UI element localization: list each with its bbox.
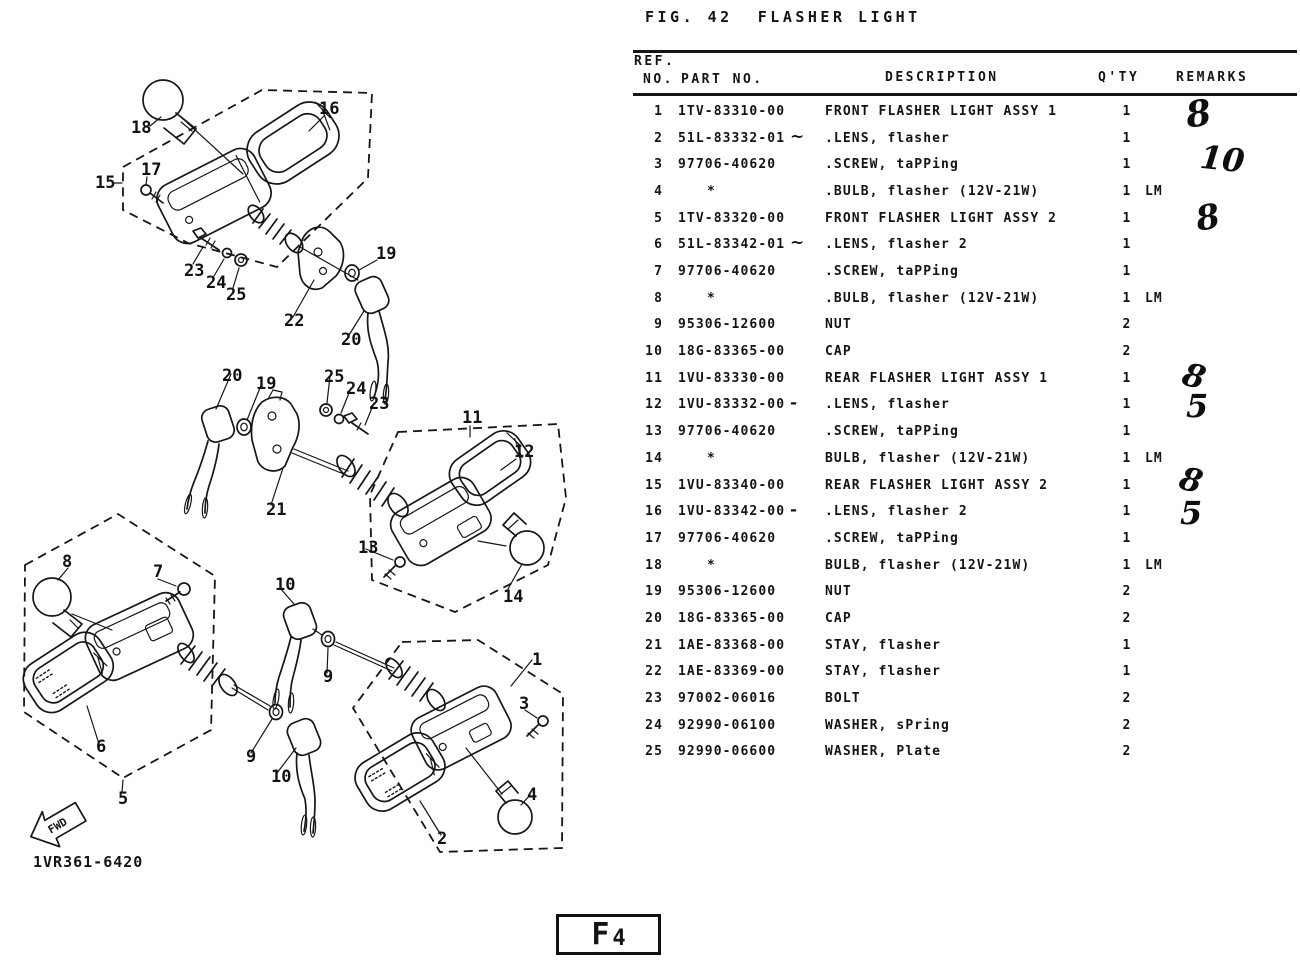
cell-ref-no: 3 [654, 157, 663, 173]
callout-6: 6 [96, 737, 107, 757]
cell-description: CAP [825, 344, 852, 360]
callout-24: 24 [206, 273, 227, 293]
header-ref-line2: NO. [643, 72, 674, 87]
callout-18: 18 [131, 118, 152, 138]
callout-layer [62, 99, 542, 849]
table-row [633, 691, 1297, 718]
cell-description: FRONT FLASHER LIGHT ASSY 2 [825, 210, 1058, 226]
cell-part-mark: ~ [790, 233, 806, 254]
table-row [633, 611, 1297, 638]
cell-description: STAY, flasher [825, 637, 942, 653]
cell-qty: 2 [1122, 610, 1132, 626]
cell-ref-no: 17 [645, 530, 663, 546]
cell-remarks: LM [1145, 290, 1163, 306]
callout-19: 19 [256, 374, 277, 394]
stay-21 [251, 397, 299, 471]
cell-part-no: 95306-12600 [678, 584, 777, 600]
cell-description: .SCREW, taPPing [825, 424, 959, 440]
callout-16: 16 [319, 99, 340, 119]
cell-part-no: 97706-40620 [678, 264, 777, 280]
cell-description: WASHER, Plate [825, 744, 942, 760]
cell-description: BULB, flasher (12V-21W) [825, 557, 1031, 573]
cell-qty: 1 [1122, 264, 1132, 280]
washer-25 [235, 254, 247, 266]
cell-qty: 2 [1122, 717, 1132, 733]
cell-description: FRONT FLASHER LIGHT ASSY 1 [825, 104, 1058, 119]
cell-part-no: 97706-40620 [678, 530, 777, 546]
cell-qty: 1 [1122, 530, 1132, 546]
cell-ref-no: 6 [654, 237, 663, 253]
cell-description: STAY, flasher [825, 664, 942, 680]
cell-qty: 1 [1122, 237, 1132, 253]
cell-qty: 2 [1122, 744, 1132, 760]
cell-qty: 1 [1122, 504, 1132, 520]
callout-12: 12 [514, 442, 535, 462]
table-row [633, 664, 1297, 691]
cell-ref-no: 12 [645, 397, 663, 413]
cell-ref-no: 23 [645, 690, 663, 706]
cell-ref-no: 19 [645, 584, 663, 600]
handwritten-remark: 5 [1186, 387, 1209, 425]
callout-13: 13 [358, 538, 379, 558]
front-flasher-2-cluster [16, 514, 394, 837]
cell-part-mark: - [790, 500, 799, 521]
cell-ref-no: 8 [654, 290, 663, 306]
nut-19 [237, 419, 251, 435]
cell-remarks: LM [1145, 184, 1163, 200]
callout-20: 20 [222, 366, 243, 386]
bulb-4 [498, 800, 532, 834]
cell-part-no: 51L-83342-01 [678, 237, 786, 253]
cell-part-no: 1TV-83310-00 [678, 104, 786, 119]
table-row [633, 424, 1297, 451]
handwritten-remark: 8 [1183, 91, 1214, 137]
cell-description: .SCREW, taPPing [825, 157, 959, 173]
cell-ref-no: 7 [654, 264, 663, 280]
figure-title: FIG. 42 FLASHER LIGHT [645, 8, 921, 26]
cell-part-no: * [707, 450, 716, 466]
callout-25: 25 [226, 285, 247, 305]
callout-23: 23 [369, 394, 390, 414]
callout-22: 22 [284, 311, 305, 331]
cell-ref-no: 5 [654, 210, 663, 226]
callout-3: 3 [519, 694, 530, 714]
page-ref-box [556, 914, 661, 955]
cell-ref-no: 11 [645, 370, 663, 386]
cell-description: NUT [825, 317, 852, 333]
fwd-label: FWD [45, 815, 70, 837]
cell-part-no: * [707, 290, 716, 306]
cell-qty: 1 [1122, 184, 1132, 200]
callout-11: 11 [462, 408, 483, 428]
lens-12 [442, 424, 537, 512]
page-ref-digit: 4 [612, 926, 626, 951]
cell-ref-no: 16 [645, 504, 663, 520]
callout-24: 24 [346, 379, 367, 399]
callout-23: 23 [184, 261, 205, 281]
callout-19: 19 [376, 244, 397, 264]
callout-2: 2 [437, 829, 448, 849]
cell-description: BULB, flasher (12V-21W) [825, 450, 1031, 466]
cell-ref-no: 13 [645, 424, 663, 440]
cell-qty: 1 [1122, 450, 1132, 466]
cell-qty: 2 [1122, 344, 1132, 360]
cell-qty: 1 [1122, 370, 1132, 386]
cap-20 [199, 404, 236, 445]
cell-ref-no: 10 [645, 344, 663, 360]
header-ref-line1: REF. [634, 54, 676, 69]
cell-qty: 1 [1122, 424, 1132, 440]
header-remarks: REMARKS [1176, 70, 1249, 85]
callout-5: 5 [118, 789, 129, 809]
cell-qty: 1 [1122, 397, 1132, 413]
cell-description: .SCREW, taPPing [825, 264, 959, 280]
housing-11 [385, 472, 496, 571]
header-description: DESCRIPTION [885, 70, 999, 85]
cell-part-mark: ~ [790, 126, 806, 147]
screw-7 [178, 583, 190, 595]
cell-part-no: 1AE-83369-00 [678, 664, 786, 680]
cell-part-no: 1VU-83330-00 [678, 370, 786, 386]
cell-part-no: 1TV-83320-00 [678, 210, 786, 226]
housing-5 [80, 588, 198, 685]
cell-part-no: 18G-83365-00 [678, 610, 786, 626]
cell-ref-no: 9 [654, 317, 663, 333]
cell-ref-no: 21 [645, 637, 663, 653]
cell-description: BOLT [825, 690, 861, 706]
cell-part-no: 92990-06600 [678, 744, 777, 760]
callout-21: 21 [266, 500, 287, 520]
callout-25: 25 [324, 367, 345, 387]
cell-part-no: 1AE-83368-00 [678, 637, 786, 653]
diagram-code: 1VR361-6420 [33, 853, 144, 871]
cell-part-no: 95306-12600 [678, 317, 777, 333]
cell-ref-no: 20 [645, 610, 663, 626]
washer-24 [335, 415, 344, 424]
cell-remarks: LM [1145, 557, 1163, 573]
cell-part-no: 18G-83365-00 [678, 344, 786, 360]
cap-10 [281, 600, 319, 642]
cell-qty: 1 [1122, 157, 1132, 173]
cell-qty: 2 [1122, 317, 1132, 333]
cell-ref-no: 18 [645, 557, 663, 573]
cell-description: WASHER, sPring [825, 717, 950, 733]
cell-part-no: 51L-83332-01 [678, 130, 786, 146]
callout-9: 9 [323, 667, 334, 687]
table-row [633, 291, 1297, 318]
table-row [633, 317, 1297, 344]
page-ref-letter: F [591, 916, 610, 952]
lens-2 [348, 726, 451, 818]
cell-ref-no: 4 [654, 184, 663, 200]
cell-ref-no: 14 [645, 450, 663, 466]
cell-part-no: * [707, 557, 716, 573]
cell-ref-no: 2 [654, 130, 663, 146]
table-row [633, 584, 1297, 611]
table-rule-top [633, 50, 1297, 53]
cell-part-no: 97002-06016 [678, 690, 777, 706]
cell-part-no: 97706-40620 [678, 157, 777, 173]
cell-qty: 2 [1122, 584, 1132, 600]
cell-description: .LENS, flasher [825, 397, 950, 413]
cell-part-no: 1VU-83332-00 [678, 397, 786, 413]
washer-25 [320, 404, 332, 416]
housing-1 [406, 681, 516, 774]
handwritten-remark: 8 [1175, 458, 1207, 502]
cell-part-no: 92990-06100 [678, 717, 777, 733]
bolt-23 [344, 413, 357, 423]
callout-1: 1 [532, 650, 543, 670]
cell-remarks: LM [1145, 450, 1163, 466]
callout-7: 7 [153, 562, 164, 582]
callout-15: 15 [95, 173, 116, 193]
handwritten-remark: 8 [1192, 196, 1223, 240]
lens-6 [16, 625, 120, 719]
cell-description: .LENS, flasher 2 [825, 504, 968, 520]
header-part-no: PART NO. [681, 72, 764, 87]
cell-qty: 1 [1122, 477, 1132, 493]
callout-14: 14 [503, 587, 524, 607]
cell-part-no: 1VU-83340-00 [678, 477, 786, 493]
cell-description: CAP [825, 610, 852, 626]
callout-9: 9 [246, 747, 257, 767]
cell-ref-no: 24 [645, 717, 663, 733]
fwd-arrow [24, 798, 91, 856]
table-row [633, 718, 1297, 745]
table-row [633, 744, 1297, 771]
cell-qty: 1 [1122, 557, 1132, 573]
callout-10: 10 [271, 767, 292, 787]
cell-qty: 1 [1122, 210, 1132, 226]
cell-description: .SCREW, taPPing [825, 530, 959, 546]
callout-17: 17 [141, 160, 162, 180]
rear-flasher-2-cluster [113, 80, 392, 404]
cell-description: .LENS, flasher 2 [825, 237, 968, 253]
cell-qty: 1 [1122, 130, 1132, 146]
cell-description: REAR FLASHER LIGHT ASSY 1 [825, 370, 1049, 386]
nut-9 [322, 632, 335, 647]
callout-8: 8 [62, 552, 73, 572]
table-row [633, 157, 1297, 184]
cell-qty: 1 [1122, 290, 1132, 306]
cell-description: .LENS, flasher [825, 130, 950, 146]
nut-19 [345, 265, 359, 281]
handwritten-remark: 10 [1198, 137, 1247, 181]
cell-ref-no: 22 [645, 664, 663, 680]
handwritten-remark: 5 [1180, 494, 1203, 532]
cell-ref-no: 1 [654, 104, 663, 119]
cell-part-no: 97706-40620 [678, 424, 777, 440]
table-row [633, 638, 1297, 665]
cap-10 [285, 716, 324, 758]
cell-part-no: * [707, 184, 716, 200]
cell-ref-no: 25 [645, 744, 663, 760]
table-row [633, 264, 1297, 291]
cell-ref-no: 15 [645, 477, 663, 493]
cell-part-no: 1VU-83342-00 [678, 504, 786, 520]
cell-qty: 1 [1122, 104, 1132, 119]
cell-part-mark: - [790, 393, 799, 414]
table-row [633, 531, 1297, 558]
header-qty: Q'TY [1098, 70, 1140, 85]
cell-description: REAR FLASHER LIGHT ASSY 2 [825, 477, 1049, 493]
cell-qty: 1 [1122, 664, 1132, 680]
front-flasher-1-cluster [348, 640, 563, 852]
cell-description: NUT [825, 584, 852, 600]
callout-10: 10 [275, 575, 296, 595]
callout-20: 20 [341, 330, 362, 350]
table-row [633, 558, 1297, 585]
cell-qty: 1 [1122, 637, 1132, 653]
callout-4: 4 [527, 785, 538, 805]
cell-description: .BULB, flasher (12V-21W) [825, 290, 1040, 306]
cell-qty: 2 [1122, 690, 1132, 706]
cell-description: .BULB, flasher (12V-21W) [825, 184, 1040, 200]
handwritten-remark: 8 [1178, 354, 1210, 398]
table-row [633, 233, 1297, 264]
